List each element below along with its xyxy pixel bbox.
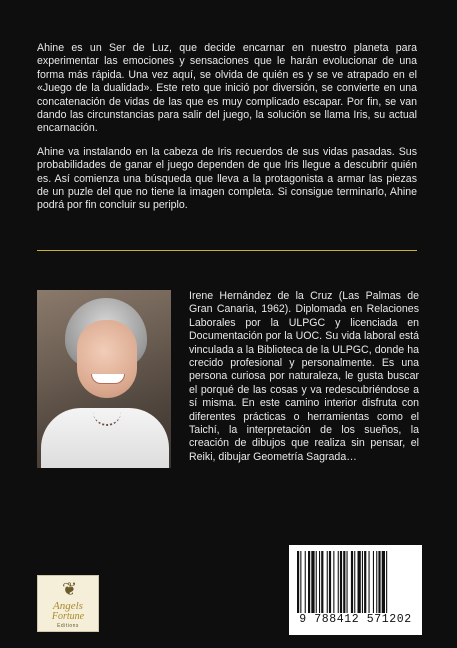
- barcode-bar: [364, 551, 366, 613]
- barcode-bar: [333, 551, 334, 613]
- barcode-bar: [386, 551, 387, 613]
- isbn-barcode: [289, 545, 422, 635]
- barcode-bar: [378, 551, 380, 613]
- barcode-bar: [297, 551, 299, 613]
- barcode-bar: [382, 551, 385, 613]
- barcode-bar: [338, 551, 339, 613]
- synopsis-paragraph-2: Ahine va instalando en la cabeza de Iris recuerdos de sus vidas pasadas. Sus probabilidades de ganar el juego dependen de que Iris llegue a descubrir quién es. Así comienza una búsqueda que lleva a la protagonista a armar las piezas de un puzle del que no tiene la imagen completa. Si consigue terminarlo, Ahine podrá por fin concluir su periplo.: [37, 145, 417, 212]
- barcode-bar: [343, 551, 345, 613]
- publisher-name-3: Editions: [57, 623, 79, 629]
- barcode-bar: [316, 551, 317, 613]
- synopsis: [37, 42, 417, 223]
- barcode-bar: [311, 551, 314, 613]
- barcode-bar: [319, 551, 320, 613]
- barcode-bar: [358, 551, 361, 613]
- synopsis-paragraph-1: Ahine es un Ser de Luz, que decide encarnar en nuestro planeta para experimentar las emociones y sensaciones que le harán evolucionar de una forma más rápida. Una vez aquí, se olvida de quién es y se ve atrapado en el «Juego de la dualidad». Este reto que inició por diversión, se convierte en una concatenación de vidas de las que es muy complicado escapar. Por fin, se van dando las circunstancias para salir del juego, la solución se llama Iris, su actual encarnación.: [37, 42, 417, 135]
- gold-divider: [37, 250, 417, 251]
- barcode-bar: [351, 551, 353, 613]
- barcode-bar: [305, 551, 306, 613]
- barcode-bar: [376, 551, 377, 613]
- barcode-bar: [362, 551, 363, 613]
- barcode-bar: [300, 551, 301, 613]
- barcode-bar: [340, 551, 342, 613]
- author-bio: Irene Hernández de la Cruz (Las Palmas de Gran Canaria, 1962). Diplomada en Relaciones Laborales por la ULPGC y licenciada en Documentación por la UOC. Su vida laboral está vinculada a la Biblioteca de la ULPGC, donde ha crecido profesional y personalmente. Es una persona curiosa por naturaleza, le gusta buscar el porqué de las cosas y va redescubriéndose a sí misma. En este camino interior disfruta con diferentes prácticas o herramientas como el Taichí, la interpretación de los sueños, la creación de dibujos que realiza sin pensar, el Reiki, dibujar Geometría Sagrada…: [189, 290, 419, 463]
- publisher-name-2: Fortune: [51, 611, 85, 622]
- barcode-bar: [321, 551, 323, 613]
- angel-feather-icon: ❦: [62, 579, 78, 599]
- barcode-bar: [329, 551, 331, 613]
- barcode-bars: [297, 551, 414, 613]
- author-photo: [37, 290, 171, 468]
- publisher-logo: [37, 575, 99, 632]
- barcode-bar: [308, 551, 310, 613]
- barcode-bar: [373, 551, 374, 613]
- barcode-bar: [327, 551, 328, 613]
- barcode-bar: [369, 551, 370, 613]
- barcode-bar: [347, 551, 348, 613]
- publisher-name-1: Angels: [53, 600, 83, 612]
- isbn-digits: 9 788412 571202: [299, 613, 412, 626]
- barcode-bar: [354, 551, 355, 613]
